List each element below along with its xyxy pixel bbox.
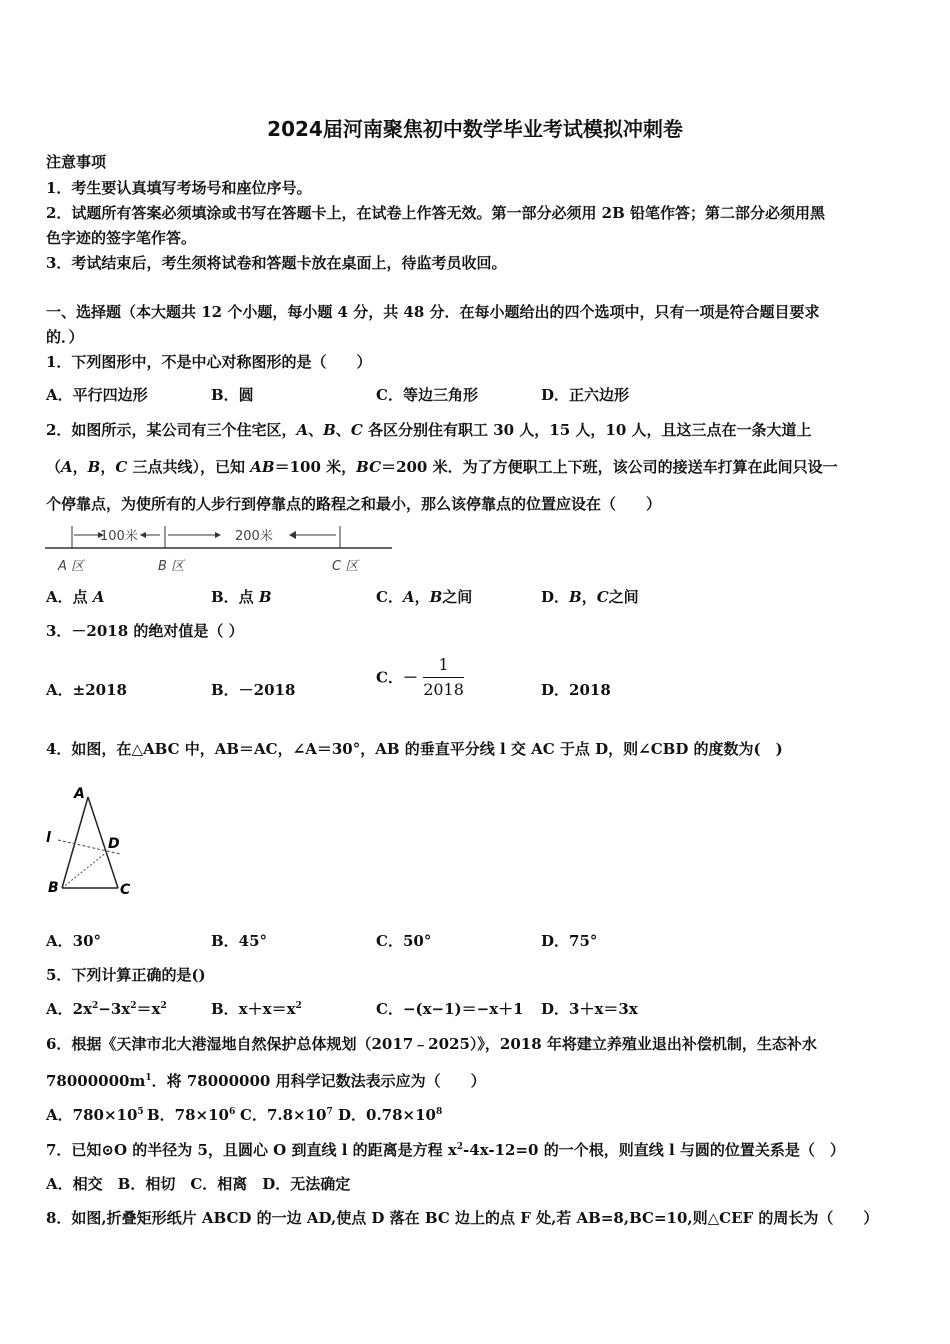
- q2-label-a: A 区: [58, 559, 85, 574]
- segment-bd: [62, 852, 107, 888]
- question-1-stem: 1．下列图形中，不是中心对称图形的是（ ）: [46, 353, 372, 371]
- question-6-stem-line1: 6．根据《天津市北大港湿地自然保护总体规划（2017﹣2025）》，2018 年将建立养殖业退出补偿机制，生态补水: [46, 1035, 817, 1053]
- q2-option-d[interactable]: D．B，C之间: [541, 588, 639, 606]
- q2-dist-ab: 100米: [100, 529, 138, 544]
- question-3-stem: 3．－2018 的绝对值是（ ）: [46, 622, 244, 640]
- q5-option-d[interactable]: D．3＋x＝3x: [541, 1000, 638, 1018]
- notice-item-3: 3．考试结束后，考生须将试卷和答题卡放在桌面上，待监考员收回。: [46, 254, 507, 272]
- q2-option-a[interactable]: A．点 A: [46, 588, 105, 606]
- notice-heading: 注意事项: [46, 153, 107, 171]
- page-title: 2024届河南聚焦初中数学毕业考试模拟冲刺卷: [267, 117, 683, 141]
- q4-option-c[interactable]: C．50°: [376, 932, 432, 950]
- q2-label-b: B 区: [158, 559, 185, 574]
- q4-line-l: l: [46, 830, 51, 846]
- q3-option-c[interactable]: C．－ $\frac{1}{2018}$: [376, 655, 464, 699]
- q1-option-a[interactable]: A．平行四边形: [46, 386, 148, 404]
- q4-triangle-figure: [40, 780, 150, 905]
- q6-option-d[interactable]: D．$0.78\times 10^8$: [338, 1106, 443, 1124]
- notice-item-1: 1．考生要认真填写考场号和座位序号。: [46, 179, 312, 197]
- q1-option-c[interactable]: C．等边三角形: [376, 386, 478, 404]
- arrow-right-icon: [215, 532, 221, 538]
- question-6-stem-line2: $78000000m^1$．将 78000000 用科学记数法表示应为（ ）: [46, 1072, 486, 1090]
- arrow-left-icon: [289, 531, 296, 539]
- q4-option-d[interactable]: D．75°: [541, 932, 598, 950]
- q4-option-b[interactable]: B．45°: [211, 932, 268, 950]
- q6-option-c[interactable]: C．$7.8\times 10^7$: [240, 1106, 333, 1124]
- q5-option-b[interactable]: B．$x+x=x^2$: [211, 1000, 302, 1018]
- side-ab: [62, 797, 88, 888]
- q3-option-d[interactable]: D．2018: [541, 681, 611, 699]
- q3-option-a[interactable]: A．±2018: [46, 681, 127, 699]
- question-2-stem-line3: 个停靠点，为使所有的人步行到停靠点的路程之和最小，那么该停靠点的位置应设在（ ）: [46, 495, 662, 513]
- q2-road-figure: [40, 520, 400, 580]
- notice-item-2: 2．试题所有答案必须填涂或书写在答题卡上，在试卷上作答无效。第一部分必须用 2B 铅笔作答；第二部分必须用黑: [46, 204, 826, 222]
- arrow-left-icon: [140, 532, 146, 538]
- q5-option-a[interactable]: A．$2x^2-3x^2=x^2$: [46, 1000, 167, 1018]
- q2-option-b[interactable]: B．点 B: [211, 588, 272, 606]
- question-5-stem: 5．下列计算正确的是(): [46, 966, 206, 984]
- question-2-stem-line1: 2．如图所示，某公司有三个住宅区，A、B、C 各区分别住有职工 30 人，15 人，10 人，且这三点在一条大道上: [46, 421, 812, 439]
- q4-point-d: D: [108, 836, 120, 852]
- q6-option-b[interactable]: B．$78\times 10^6$: [147, 1106, 236, 1124]
- q4-vertex-a: A: [74, 786, 85, 802]
- section-heading-cont: 的．）: [46, 328, 84, 346]
- question-8-stem: 8．如图,折叠矩形纸片 ABCD 的一边 AD,使点 D 落在 BC 边上的点 F 处,若 AB=8,BC=10,则△CEF 的周长为（ ）: [46, 1209, 879, 1227]
- q4-vertex-c: C: [120, 882, 131, 898]
- notice-item-2-cont: 色字迹的签字笔作答。: [46, 229, 197, 247]
- question-7-stem: 7．已知⊙O 的半径为 5，且圆心 O 到直线 l 的距离是方程 $x^2-4x-12=0$ 的一个根，则直线 l 与圆的位置关系是（ ）: [46, 1141, 845, 1159]
- q6-option-a[interactable]: A．$780\times 10^5$: [46, 1106, 144, 1124]
- q5-option-c[interactable]: C．−(x−1)＝−x＋1: [376, 1000, 524, 1018]
- section-heading: 一、选择题（本大题共 12 个小题，每小题 4 分，共 48 分．在每小题给出的四个选项中，只有一项是符合题目要求: [46, 303, 820, 321]
- q3-fraction: $\frac{1}{2018}$: [423, 655, 464, 699]
- q2-dist-bc: 200米: [235, 529, 273, 544]
- q1-option-d[interactable]: D．正六边形: [541, 386, 630, 404]
- q3-option-b[interactable]: B．－2018: [211, 681, 296, 699]
- question-2-stem-line2: （A，B，C 三点共线），已知 AB＝100 米，BC＝200 米．为了方便职工上下班，该公司的接送车打算在此间只设一: [46, 458, 838, 476]
- q1-option-b[interactable]: B．圆: [211, 386, 254, 404]
- q7-options[interactable]: A．相交 B．相切 C．相离 D．无法确定: [46, 1175, 351, 1193]
- q4-vertex-b: B: [48, 880, 59, 896]
- q2-option-c[interactable]: C．A，B之间: [376, 588, 473, 606]
- q4-option-a[interactable]: A．30°: [46, 932, 102, 950]
- question-4-stem: 4．如图，在△ABC 中，AB＝AC，∠A＝30°，AB 的垂直平分线 l 交 AC 于点 D，则∠CBD 的度数为( ): [46, 740, 783, 758]
- q2-label-c: C 区: [332, 559, 359, 574]
